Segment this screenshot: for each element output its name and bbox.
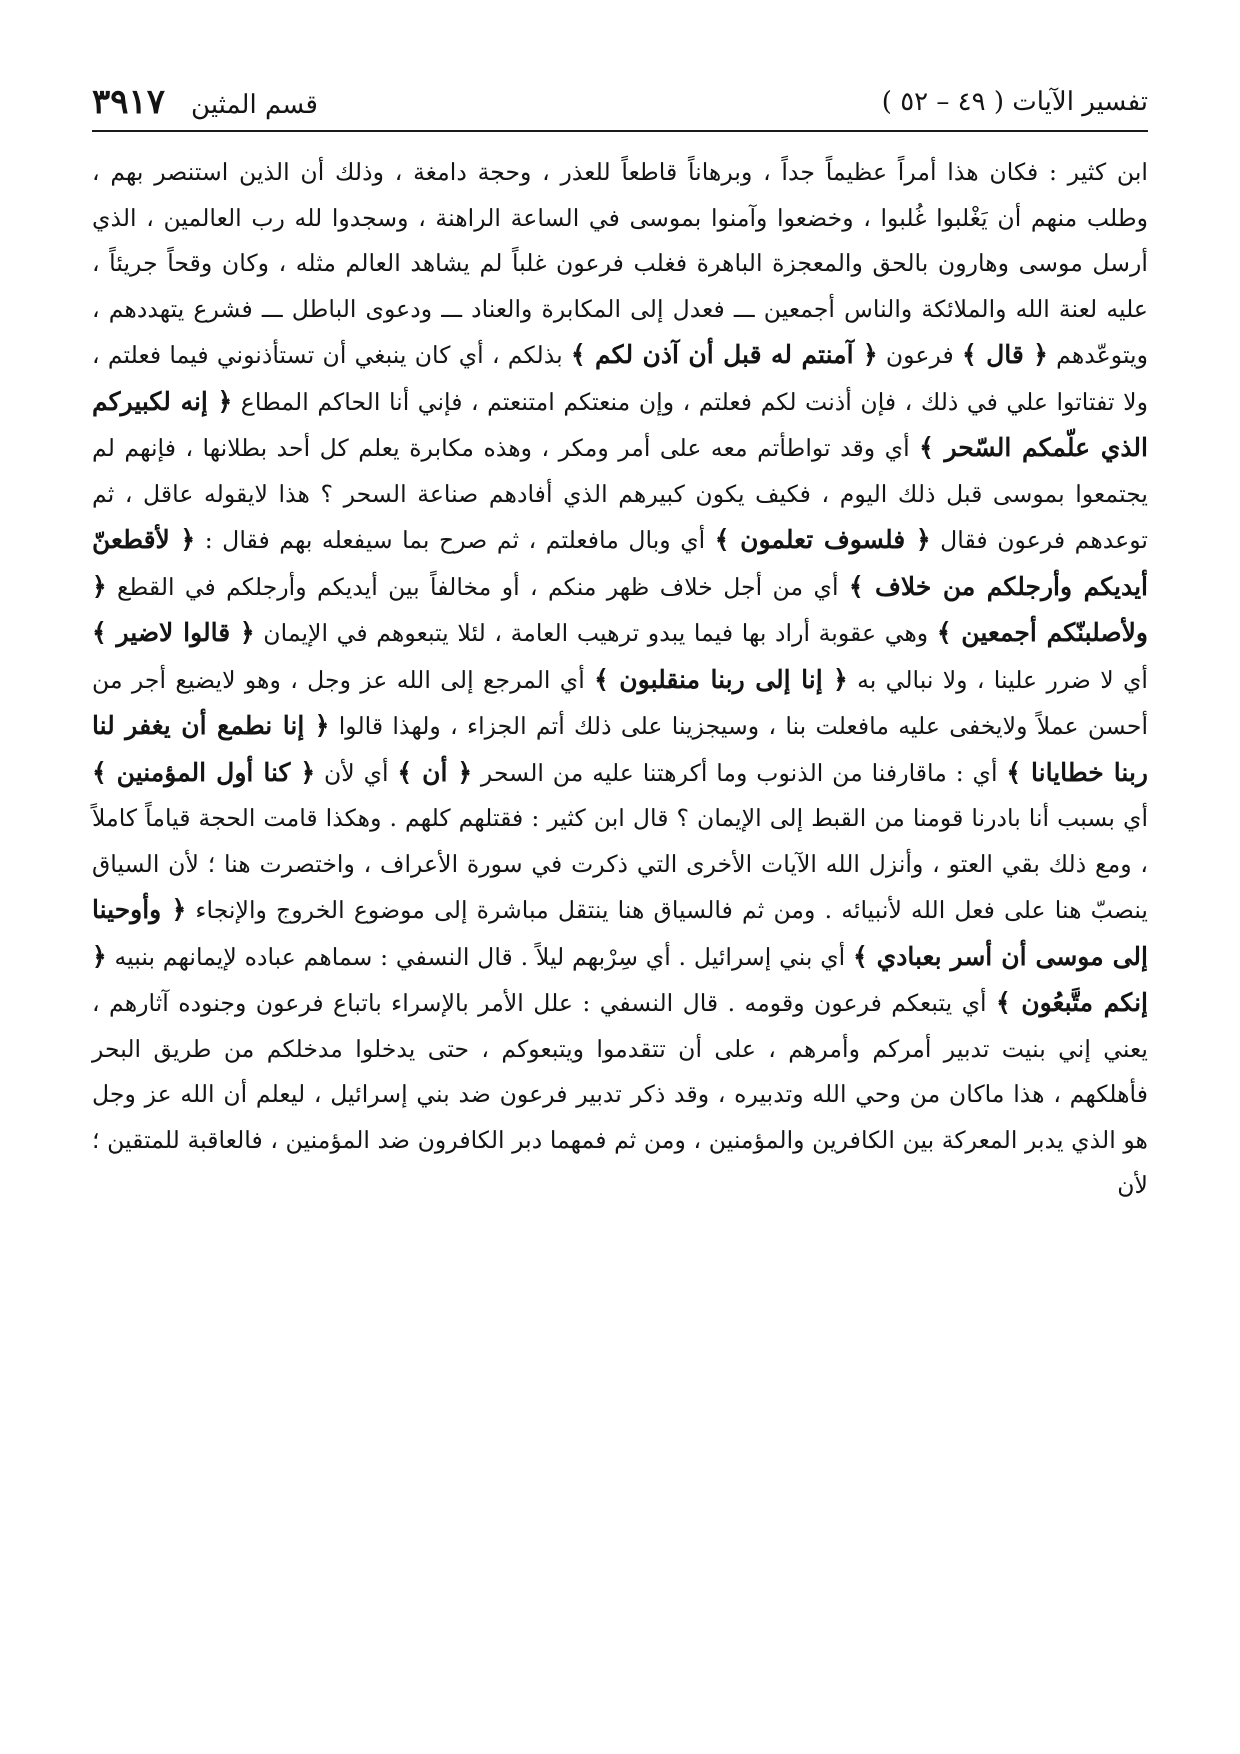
quran-quote: ﴿ إنه لكبيركم الذي علّمكم السّحر ﴾ — [92, 386, 1149, 462]
commentary-text: أي من أجل خلاف ظهر منكم ، أو مخالفاً بين أيديكم وأرجلكم في القطع — [106, 572, 849, 601]
quran-quote: ﴿ وأوحينا إلى موسى أن أسر بعبادي ﴾ — [92, 895, 1148, 971]
quran-quote: ﴿ كنا أول المؤمنين ﴾ — [92, 757, 316, 787]
commentary-text: بذلكم ، أي كان ينبغي أن تستأذنوني فيما فعلتم ، ولا تفتاتوا علي في ذلك ، فإن أذنت لكم فعلتم ، وإن منعتكم امتنعتم ، فإني أنا الحاكم المطاع — [92, 341, 1148, 416]
body-text — [92, 150, 1148, 1209]
page-number: ٣٩١٧ — [92, 82, 166, 122]
quran-quote: ﴿ قالوا لاضير ﴾ — [92, 618, 255, 647]
page-header — [92, 78, 1148, 126]
quran-quote: ﴿ آمنتم له قبل أن آذن لكم ﴾ — [570, 340, 878, 369]
commentary-text: أي : ماقارفنا من الذنوب وما أكرهتنا عليه من السحر — [472, 758, 1007, 787]
quran-quote: ﴿ قال ﴾ — [961, 340, 1048, 369]
chapter-title: تفسير الآيات ( ٤٩ – ٥٢ ) — [881, 87, 1148, 117]
commentary-text: أي وبال مافعلتم ، ثم صرح بما سيفعله بهم فقال : — [195, 526, 715, 554]
header-divider — [92, 130, 1148, 132]
quran-quote: ﴿ إنا نطمع أن يغفر لنا ربنا خطايانا ﴾ — [92, 711, 1148, 787]
commentary-text: أي يتبعكم فرعون وقومه . قال النسفي : علل الأمر بالإسراء باتباع فرعون وجنوده آثارهم ، يعني إني بنيت تدبير أمركم وأمرهم ، على أن تتقدموا ويتبعوكم ، حتى يدخلوا مدخلكم من طريق البحر فأهلكهم ، هذا ماكان من وحي الله وتدبيره ، وقد ذكر تدبير فرعون ضد بني إسرائيل ، ليعلم أن الله عز وجل هو الذي يدبر المعركة بين الكافرين والمؤمنين ، ومن ثم فمهما دبر الكافرون ضد المؤمنين ، فالعاقبة للمتقين ؛ لأن — [92, 989, 1148, 1199]
body-paragraph — [92, 150, 1148, 1209]
commentary-text: أي بسبب أنا بادرنا قومنا من القبط إلى الإيمان ؟ قال ابن كثير : فقتلهم كلهم . وهكذا قامت الحجة قياماً كاملاً ، ومع ذلك بقي العتو ، وأنزل الله الآيات الأخرى التي ذكرت في سورة الأعراف ، واختصرت هنا ؛ لأن السياق ينصبّ هنا على فعل الله لأنبيائه . ومن ثم فالسياق هنا ينتقل مباشرة إلى موضوع الخروج والإنجاء — [92, 804, 1148, 924]
commentary-text: أي بني إسرائيل . أي سِرْبهم ليلاً . قال النسفي : سماهم عباده لإيمانهم بنبيه — [106, 942, 854, 971]
commentary-text: فرعون — [877, 341, 962, 369]
commentary-text: وهي عقوبة أراد بها فيما يبدو ترهيب العامة ، لئلا يتبعوهم في الإيمان — [254, 619, 937, 647]
commentary-text: أي وقد تواطأتم معه على أمر ومكر ، وهذه مكابرة يعلم كل أحد بطلانها ، فإنهم لم يجتمعوا بموسى قبل ذلك اليوم ، فكيف يكون كبيرهم الذي أفادهم صناعة السحر ؟ هذا لايقوله عاقل ، ثم توعدهم فرعون فقال — [92, 434, 1148, 554]
commentary-text: أي لأن — [315, 758, 398, 787]
section-title: قسم المثين — [191, 90, 318, 120]
quran-quote: ﴿ لأقطعنّ أيديكم وأرجلكم من خلاف ﴾ — [92, 525, 1148, 601]
quran-quote: ﴿ إنكم متَّبعُون ﴾ — [92, 941, 1148, 1017]
commentary-text: ابن كثير : فكان هذا أمراً عظيماً جداً ، وبرهاناً قاطعاً للعذر ، وحجة دامغة ، وذلك أن الذين استنصر بهم ، وطلب منهم أن يَغْلبوا غُلبوا ، وخضعوا وآمنوا بموسى في الساعة الراهنة ، وسجدوا لله رب العالمين ، الذي أرسل موسى وهارون بالحق والمعجزة الباهرة فغلب فرعون غلباً لم يشاهد العالم مثله ، وكان وقحاً جريئاً ، عليه لعنة الله والملائكة والناس أجمعين ـــ فعدل إلى المكابرة والعناد ـــ ودعوى الباطل ـــ فشرع يتهددهم ، ويتوعّدهم — [92, 158, 1149, 369]
commentary-text: أي لا ضرر علينا ، ولا نبالي به — [847, 665, 1148, 694]
header-left-group — [92, 82, 318, 122]
quran-quote: ﴿ أن ﴾ — [397, 757, 473, 787]
quran-quote: ﴿ إنا إلى ربنا منقلبون ﴾ — [594, 664, 848, 694]
commentary-text: أي المرجع إلى الله عز وجل ، وهو لايضيع أجر من أحسن عملاً ولايخفى عليه مافعلت بنا ، وسيجزينا على ذلك أتم الجزاء ، ولهذا قالوا — [92, 665, 1148, 740]
quran-quote: ﴿ ولأصلبنّكم أجمعين ﴾ — [92, 571, 1148, 647]
quran-quote: ﴿ فلسوف تعلمون ﴾ — [714, 525, 931, 554]
